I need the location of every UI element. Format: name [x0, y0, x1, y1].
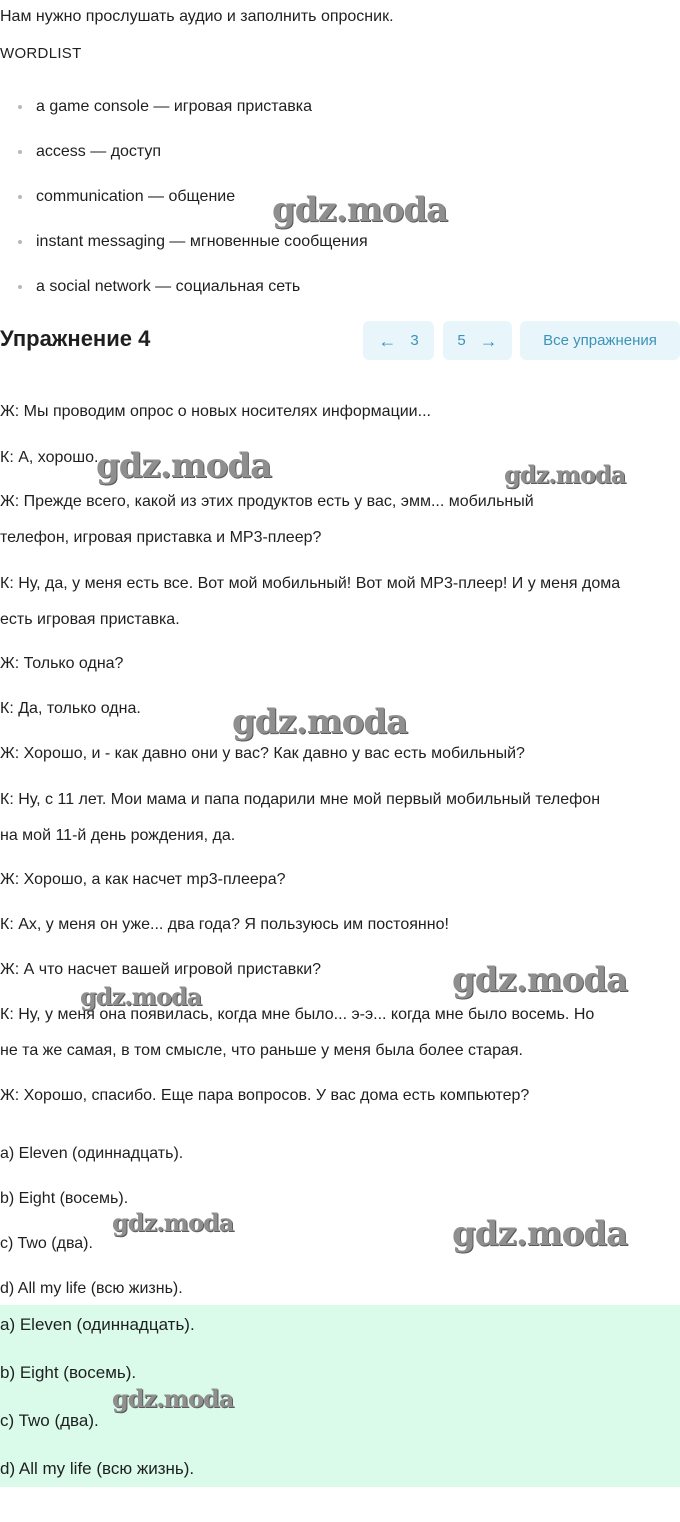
exercise-title: Упражнение 4 [0, 326, 151, 351]
answer-item: a) Eleven (одиннадцать). [0, 1145, 184, 1162]
transcript-line: Ж: Хорошо, и - как давно они у вас? Как давно у вас есть мобильный? [0, 745, 525, 762]
watermark: gdz.moda [504, 460, 626, 489]
wordlist-item: instant messaging — мгновенные сообщения [0, 223, 368, 268]
answer-box-item: c) Two (два). [0, 1411, 99, 1430]
watermark: gdz.moda [232, 702, 408, 742]
watermark: gdz.moda [96, 446, 272, 486]
transcript-line: К: Ну, да, у меня есть все. Вот мой мобильный! Вот мой MP3-плеер! И у меня дома есть игровая приставка. [0, 575, 621, 628]
prev-exercise-button[interactable] [363, 321, 434, 360]
wordlist-item: communication — общение [0, 178, 368, 223]
transcript-line: Ж: Только одна? [0, 655, 124, 672]
watermark: gdz.moda [452, 960, 628, 1000]
watermark: gdz.moda [112, 1384, 234, 1413]
transcript-line: Ж: Мы проводим опрос о новых носителях информации... [0, 403, 431, 420]
transcript-line: К: Да, только одна. [0, 700, 141, 717]
answer-box [0, 1305, 680, 1487]
prev-exercise-label: 3 [410, 332, 419, 349]
transcript-line: Ж: А что насчет вашей игровой приставки? [0, 961, 322, 978]
wordlist-item: access — доступ [0, 133, 368, 178]
transcript-line: К: Ну, с 11 лет. Мои мама и папа подарили мне мой первый мобильный телефон на мой 11-й день рождения, да. [0, 791, 601, 844]
answer-box-item: d) All my life (всю жизнь). [0, 1459, 195, 1478]
transcript-line: Ж: Прежде всего, какой из этих продуктов есть у вас, эмм... мобильный телефон, игровая приставка и MP3-плеер? [0, 493, 534, 546]
transcript-line: К: А, хорошо. [0, 449, 99, 466]
transcript-line: Ж: Хорошо, а как насчет mp3-плеера? [0, 871, 286, 888]
wordlist-item: a social network — социальная сеть [0, 268, 368, 313]
next-exercise-label: 5 [457, 332, 466, 349]
transcript-line: К: Ах, у меня он уже... два года? Я пользуюсь им постоянно! [0, 916, 449, 933]
answer-box-item: a) Eleven (одиннадцать). [0, 1315, 195, 1334]
all-exercises-label: Все упражнения [543, 332, 657, 349]
answer-item: d) All my life (всю жизнь). [0, 1280, 183, 1297]
watermark: gdz.moda [80, 982, 202, 1011]
watermark: gdz.moda [112, 1208, 234, 1237]
transcript-line: К: Ну, у меня она появилась, когда мне было... э-э... когда мне было восемь. Но не та же самая, в том смысле, что раньше у меня была более старая. [0, 1006, 595, 1059]
arrow-left-icon: ← [378, 330, 397, 351]
next-exercise-button[interactable] [443, 321, 512, 360]
wordlist-item: a game console — игровая приставка [0, 88, 368, 133]
wordlist-title: WORDLIST [0, 45, 82, 62]
answer-item: c) Two (два). [0, 1235, 93, 1252]
watermark: gdz.moda [272, 190, 448, 230]
all-exercises-button[interactable] [520, 321, 680, 360]
arrow-right-icon: → [479, 330, 498, 351]
watermark: gdz.moda [452, 1214, 628, 1254]
answer-item: b) Eight (восемь). [0, 1190, 129, 1207]
transcript-line: Ж: Хорошо, спасибо. Еще пара вопросов. У вас дома есть компьютер? [0, 1087, 530, 1104]
answer-box-item: b) Eight (восемь). [0, 1363, 137, 1382]
intro-text: Нам нужно прослушать аудио и заполнить опросник. [0, 8, 394, 25]
